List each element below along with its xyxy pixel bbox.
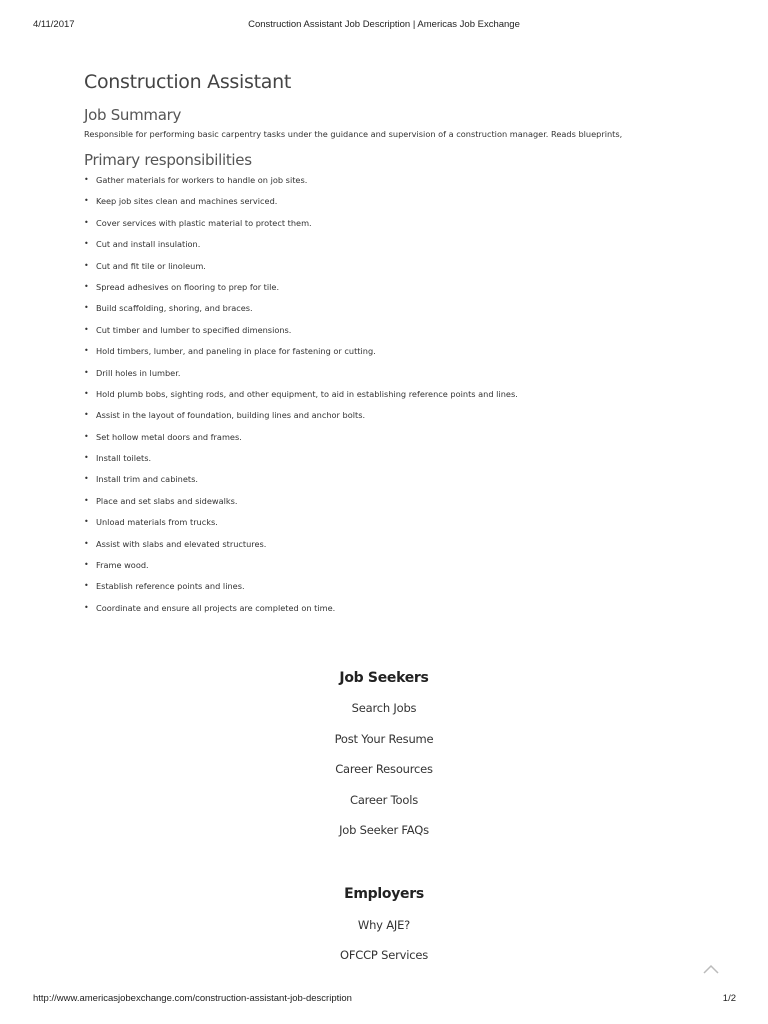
bullet-icon: • [84, 517, 89, 527]
bullet-icon: • [84, 303, 89, 313]
responsibility-item [84, 195, 684, 216]
responsibility-item [84, 302, 684, 323]
responsibility-text: Hold plumb bobs, sighting rods, and other equipment, to aid in establishing reference points and lines. [96, 388, 518, 399]
responsibility-item [84, 559, 684, 580]
scroll-to-top-button[interactable] [703, 960, 719, 972]
bullet-icon: • [84, 453, 89, 463]
responsibility-item [84, 388, 684, 409]
responsibility-item [84, 324, 684, 345]
bullet-icon: • [84, 474, 89, 484]
responsibility-item [84, 538, 684, 559]
responsibility-text: Install trim and cabinets. [96, 474, 198, 485]
responsibility-item [84, 367, 684, 388]
responsibility-text: Hold timbers, lumber, and paneling in place for fastening or cutting. [96, 346, 376, 357]
job-seekers-nav-link[interactable]: Career Resources [335, 762, 433, 776]
responsibility-text: Cut timber and lumber to specified dimensions. [96, 324, 292, 335]
employers-nav-link[interactable]: Why AJE? [357, 918, 411, 932]
print-date: 4/11/2017 [33, 19, 75, 30]
responsibility-text: Coordinate and ensure all projects are completed on time. [96, 602, 336, 613]
bullet-icon: • [84, 431, 89, 441]
job-seekers-nav-link[interactable]: Search Jobs [351, 701, 417, 715]
responsibility-text: Cover services with plastic material to protect them. [96, 217, 312, 228]
bullet-icon: • [84, 388, 89, 398]
responsibility-text: Establish reference points and lines. [96, 581, 245, 592]
responsibility-text: Install toilets. [96, 453, 152, 464]
bullet-icon: • [84, 367, 89, 377]
employers-heading: Employers [344, 886, 424, 902]
responsibility-text: Keep job sites clean and machines serviced. [96, 196, 278, 207]
employers-nav [0, 884, 768, 970]
bullet-icon: • [84, 196, 89, 206]
responsibility-text: Spread adhesives on flooring to prep for tile. [96, 281, 280, 292]
responsibility-text: Assist in the layout of foundation, building lines and anchor bolts. [96, 410, 366, 421]
bullet-icon: • [84, 538, 89, 548]
responsibility-item [84, 473, 684, 494]
bullet-icon: • [84, 175, 89, 184]
page-number: 1/2 [722, 993, 736, 1004]
responsibility-item [84, 516, 684, 537]
responsibility-text: Unload materials from trucks. [96, 517, 218, 528]
print-document-title: Construction Assistant Job Description | Americas Job Exchange [248, 19, 520, 30]
print-footer [0, 993, 768, 1007]
responsibilities-list [84, 174, 684, 623]
job-title: Construction Assistant [84, 71, 291, 93]
responsibility-text: Assist with slabs and elevated structures. [96, 538, 267, 549]
responsibility-text: Cut and install insulation. [96, 239, 201, 250]
bullet-icon: • [84, 324, 89, 334]
responsibility-text: Build scaffolding, shoring, and braces. [96, 303, 253, 314]
print-header [0, 19, 768, 33]
responsibility-item [84, 281, 684, 302]
responsibility-item [84, 495, 684, 516]
responsibility-item [84, 580, 684, 601]
job-summary-heading: Job Summary [84, 106, 182, 124]
responsibility-item [84, 217, 684, 238]
bullet-icon: • [84, 260, 89, 270]
employers-nav-link[interactable]: OFCCP Services [339, 948, 428, 962]
responsibility-item [84, 174, 684, 195]
responsibility-item [84, 452, 684, 473]
responsibility-text: Frame wood. [96, 560, 149, 571]
job-description [84, 68, 684, 623]
bullet-icon: • [84, 410, 89, 420]
responsibility-text: Cut and fit tile or linoleum. [96, 260, 206, 271]
responsibility-text: Place and set slabs and sidewalks. [96, 495, 238, 506]
job-seekers-heading: Job Seekers [339, 670, 429, 686]
responsibility-item [84, 431, 684, 452]
job-seekers-links [0, 693, 768, 846]
bullet-icon: • [84, 281, 89, 291]
bullet-icon: • [84, 217, 89, 227]
responsibility-item [84, 409, 684, 430]
print-url: http://www.americasjobexchange.com/construction-assistant-job-description [33, 993, 352, 1004]
bullet-icon: • [84, 239, 89, 249]
responsibility-text: Drill holes in lumber. [96, 367, 181, 378]
job-summary-text: Responsible for performing basic carpentry tasks under the guidance and supervision of a construction manager. Reads blueprints, [84, 129, 623, 139]
job-seekers-nav-link[interactable]: Post Your Resume [334, 731, 434, 746]
job-seekers-nav-link[interactable]: Career Tools [349, 792, 418, 807]
chevron-up-icon [703, 963, 719, 975]
job-seekers-nav [0, 668, 768, 846]
bullet-icon: • [84, 602, 89, 612]
employers-links [0, 910, 768, 970]
responsibility-text: Gather materials for workers to handle on job sites. [96, 175, 308, 185]
bullet-icon: • [84, 581, 89, 591]
bullet-icon: • [84, 495, 89, 505]
responsibility-item [84, 238, 684, 259]
responsibilities-heading: Primary responsibilities [84, 151, 252, 169]
bullet-icon: • [84, 560, 89, 570]
responsibility-item [84, 602, 684, 623]
responsibility-item [84, 345, 684, 366]
responsibility-item [84, 260, 684, 281]
job-seekers-nav-link[interactable]: Job Seeker FAQs [339, 823, 429, 837]
responsibility-text: Set hollow metal doors and frames. [96, 431, 242, 442]
bullet-icon: • [84, 346, 89, 356]
